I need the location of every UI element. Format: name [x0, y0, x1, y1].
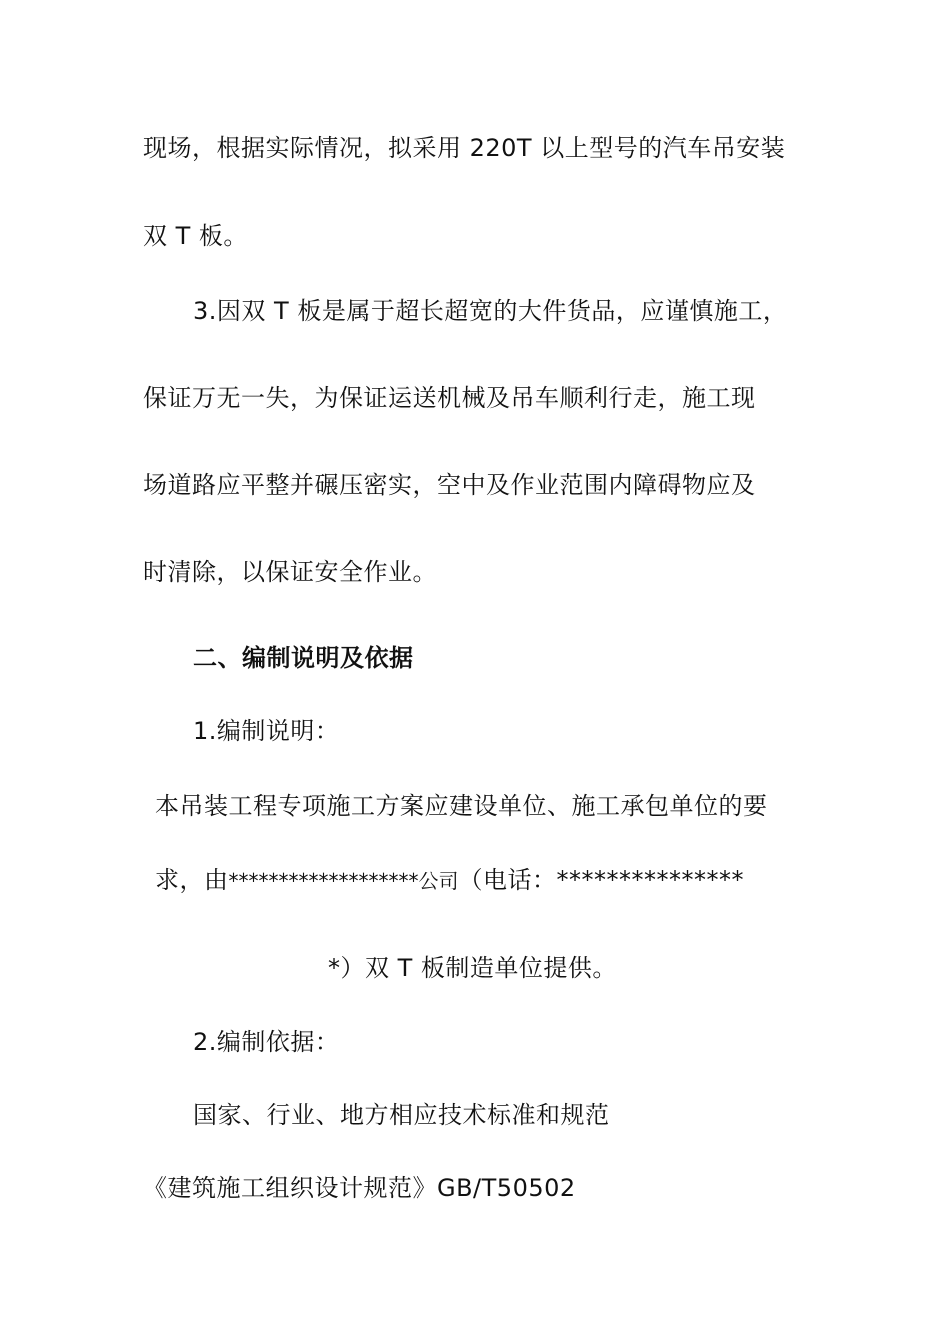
item-1-label: 1.编制说明：	[193, 717, 340, 745]
item-1-line-2	[155, 865, 744, 896]
redacted-phone: （电话：***************	[458, 866, 744, 894]
paragraph-1-line-1: 现场，根据实际情况，拟采用 220T 以上型号的汽车吊安装	[143, 134, 786, 162]
paragraph-2-line-1: 3.因双 T 板是属于超长超宽的大件货品，应谨慎施工，	[193, 297, 788, 325]
paragraph-1-line-2: 双 T 板。	[143, 222, 248, 250]
redacted-company-name: *******************	[228, 869, 419, 893]
paragraph-2-line-2: 保证万无一失，为保证运送机械及吊车顺利行走，施工现	[143, 384, 756, 412]
item-1-line-2-prefix: 求，由	[155, 866, 229, 894]
item-2-line-1: 国家、行业、地方相应技术标准和规范	[193, 1101, 610, 1129]
item-1-line-3: *）双 T 板制造单位提供。	[328, 954, 617, 982]
paragraph-2-line-3: 场道路应平整并碾压密实，空中及作业范围内障碍物应及	[143, 471, 756, 499]
company-label: 公司	[418, 869, 459, 893]
paragraph-2-line-4: 时清除，以保证安全作业。	[143, 558, 437, 586]
section-heading: 二、编制说明及依据	[193, 644, 414, 672]
item-2-label: 2.编制依据：	[193, 1028, 340, 1056]
item-1-line-1: 本吊装工程专项施工方案应建设单位、施工承包单位的要	[155, 792, 768, 820]
item-2-line-2: 《建筑施工组织设计规范》GB/T50502	[143, 1174, 576, 1202]
